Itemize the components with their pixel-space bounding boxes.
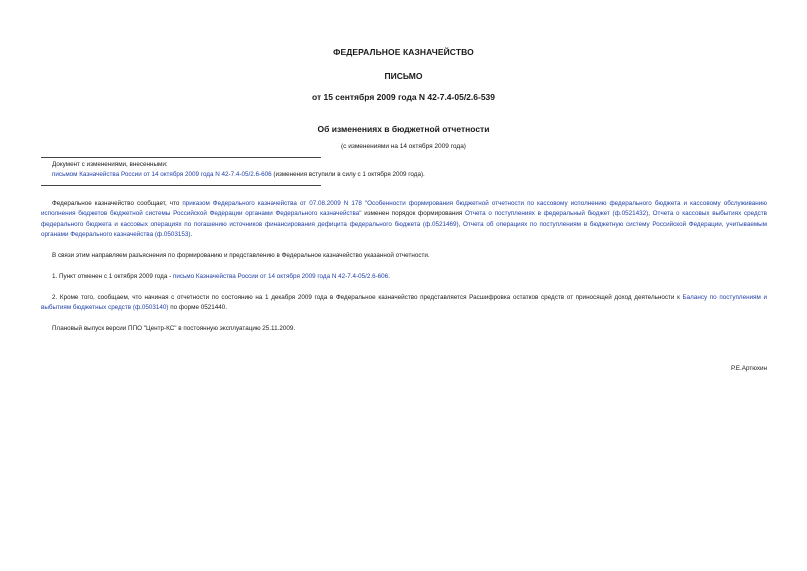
- letter-606-link[interactable]: письмо Казначейства России от 14 октября 2009 года N 42-7.4-05/2.6-606: [172, 273, 389, 280]
- changes-label: Документ с изменениями, внесенными:: [52, 161, 168, 168]
- divider-bottom: [41, 185, 321, 186]
- p4-text-a: 2. Кроме того, сообщаем, что начиная с отчетности по состоянию на 1 декабря 2009 года в Федеральное казначейство представляется Расшифровка остатков средств от приносящей доход деятельности к: [52, 294, 683, 301]
- p1-text-e: .: [190, 230, 193, 238]
- paragraph-3: [41, 272, 767, 282]
- p3-text-a: 1. Пункт отменен с 1 октября 2009 года -: [52, 273, 173, 280]
- document-subject: Об изменениях в бюджетной отчетности: [317, 124, 490, 134]
- form-0521432-link[interactable]: Отчета о поступлениях в федеральный бюджет (ф.0521432): [464, 210, 649, 218]
- p1-text-d: ,: [458, 220, 464, 228]
- p1-text-b: изменен порядок формирования: [361, 210, 465, 218]
- p1-text-a: Федеральное казначейство сообщает, что: [52, 200, 183, 207]
- paragraph-5: Плановый выпуск версии ППО "Центр-КС" в постоянную эксплуатацию 25.11.2009.: [52, 325, 296, 332]
- order-178-link[interactable]: приказом Федерального казначейства от 07.08.2009 N 178 "Особенности формирования бюджетной отчетности по кассовому исполнению федерального бюджета и кассовому обслуживанию исполнения бюджетов бюджетной системы Российской Федерации органами Федерального казначейства": [41, 200, 767, 218]
- paragraph-1: [41, 199, 767, 240]
- p4-text-b: по форме 0521440.: [168, 304, 227, 312]
- changes-line: [52, 170, 752, 180]
- divider-top: [41, 157, 321, 158]
- document-date-number: от 15 сентября 2009 года N 42-7.4-05/2.6-539: [311, 92, 496, 102]
- paragraph-2: В связи этим направляем разъяснения по формированию и представлению в Федеральное казначейство указанной отчетности.: [52, 252, 430, 259]
- form-0503140-link[interactable]: Балансу по поступлениям и выбытиям бюджетных средств (ф.0503140): [41, 294, 768, 312]
- changes-note: (с изменениями на 14 октября 2009 года): [341, 143, 466, 150]
- agency-title: ФЕДЕРАЛЬНОЕ КАЗНАЧЕЙСТВО: [333, 47, 474, 57]
- changes-suffix: (изменения вступили в силу с 1 октября 2009 года).: [271, 171, 425, 178]
- form-0521469-link[interactable]: Отчета о кассовых выбытиях средств федерального бюджета и кассовых операциях по погашению источников финансирования дефицита федерального бюджета (ф.0521469): [41, 210, 768, 228]
- changes-link[interactable]: письмом Казначейства России от 14 октября 2009 года N 42-7.4-05/2.6-606: [52, 171, 272, 178]
- paragraph-4: [41, 293, 767, 314]
- p1-text-c: ,: [648, 210, 653, 218]
- signature: Р.Е.Артюхин: [731, 365, 767, 372]
- form-0503153-link[interactable]: Отчета об операциях по поступлениям в бюджетную систему Российской Федерации, учитываемым органами Федерального казначейства (ф.0503153): [41, 220, 768, 238]
- document-type: ПИСЬМО: [384, 71, 423, 81]
- p3-text-b: .: [388, 273, 390, 280]
